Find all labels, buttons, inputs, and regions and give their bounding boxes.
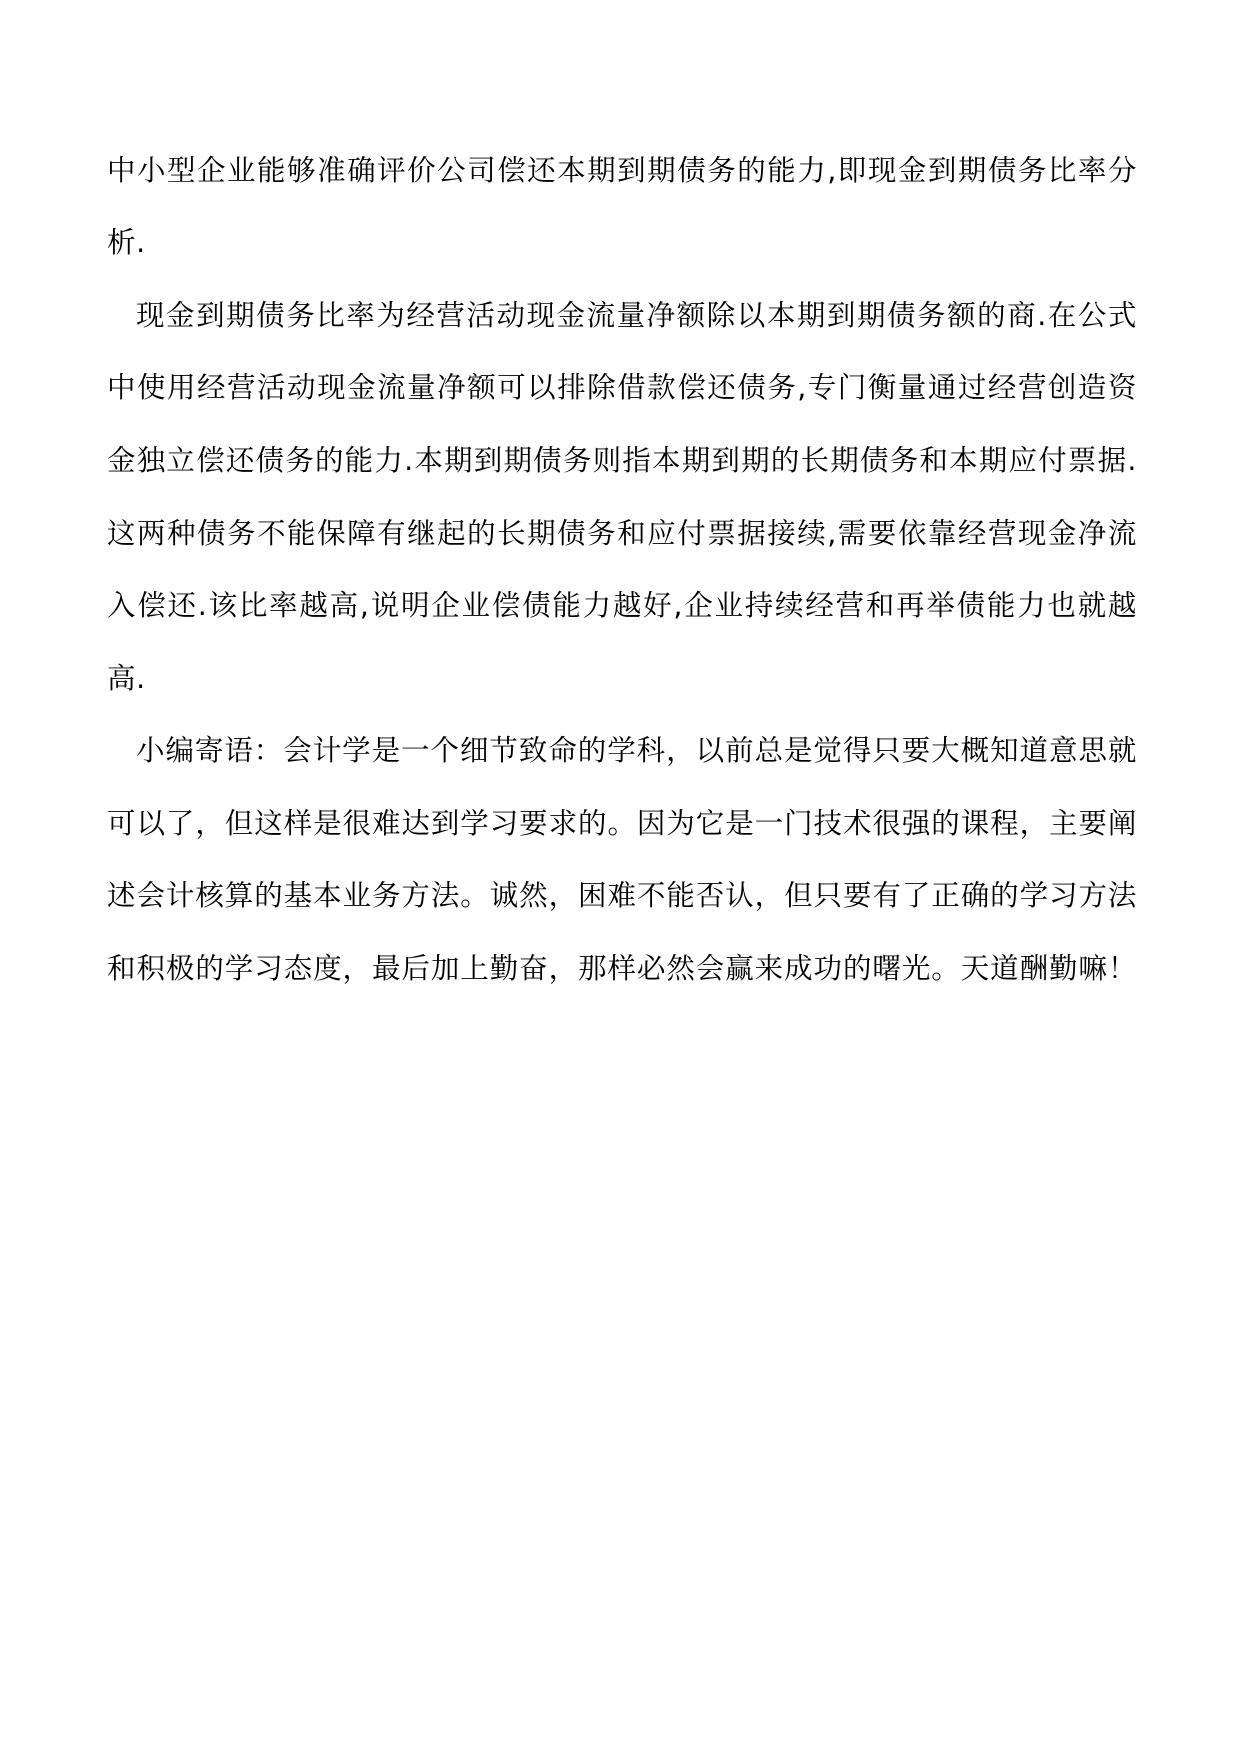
text-line: 高. bbox=[107, 662, 146, 695]
text-line: 中小型企业能够准确评价公司偿还本期到期债务的能力,即现金到期债务比率分 bbox=[107, 154, 1137, 187]
text-line: 金独立偿还债务的能力.本期到期债务则指本期到期的长期债务和本期应付票据. bbox=[107, 444, 1137, 477]
text-line: 述会计核算的基本业务方法。诚然，困难不能否认，但只要有了正确的学习方法 bbox=[107, 879, 1137, 912]
text-line: 入偿还.该比率越高,说明企业偿债能力越好,企业持续经营和再举债能力也就越 bbox=[107, 589, 1137, 622]
text-line: 中使用经营活动现金流量净额可以排除借款偿还债务,专门衡量通过经营创造资 bbox=[107, 371, 1137, 404]
text-line: 现金到期债务比率为经营活动现金流量净额除以本期到期债务额的商.在公式 bbox=[136, 299, 1137, 332]
text-line: 析. bbox=[107, 226, 146, 259]
text-line: 可以了，但这样是很难达到学习要求的。因为它是一门技术很强的课程，主要阐 bbox=[107, 807, 1137, 840]
text-line: 这两种债务不能保障有继起的长期债务和应付票据接续,需要依靠经营现金净流 bbox=[107, 517, 1137, 550]
text-line: 小编寄语：会计学是一个细节致命的学科，以前总是觉得只要大概知道意思就 bbox=[136, 734, 1137, 767]
text-line: 和积极的学习态度，最后加上勤奋，那样必然会赢来成功的曙光。天道酬勤嘛！ bbox=[107, 952, 1137, 985]
